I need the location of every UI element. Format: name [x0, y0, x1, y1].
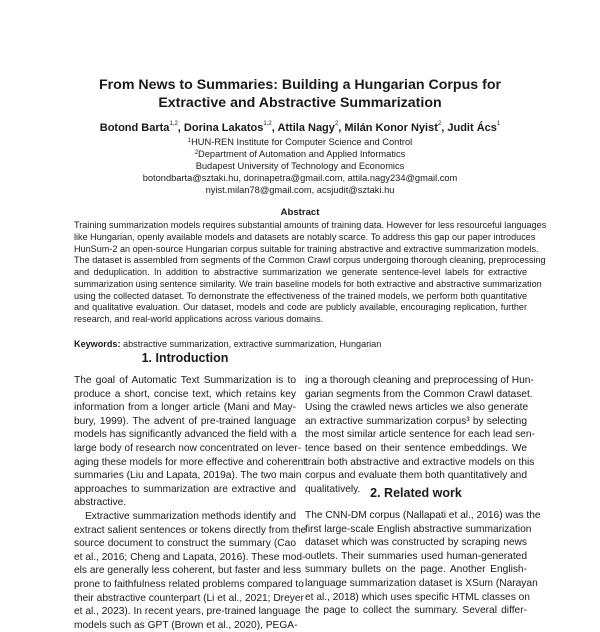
author-affiliation-mark: 2: [437, 121, 442, 127]
text-line: outlets. Their summaries used human-generated: [305, 550, 527, 562]
text-line: dataset which was constructed by scraping news: [305, 537, 527, 549]
text-line: Training summarization models requires substantial amounts of training data. However for less resourceful languages: [74, 220, 547, 230]
text-line: first large-scale English abstractive summarization: [305, 523, 532, 535]
keywords-text: abstractive summarization, extractive summarization, Hungarian: [120, 339, 382, 349]
text-line: using the collected dataset. To demonstrate the effectiveness of the trained models, we perform both quantitative: [74, 290, 528, 301]
text-line: approaches to summarization are extractive and: [74, 483, 296, 495]
abstract-body: [74, 220, 547, 326]
text-line: summarization using sentence similarity. We train baseline models for both extractive and abstractive summarization: [74, 278, 542, 289]
affiliation-2: [0, 148, 600, 160]
text-line: information from a longer article (Mani and May-: [74, 402, 296, 414]
keywords-label: Keywords:: [74, 339, 121, 349]
text-line: The goal of Automatic Text Summarization is to: [74, 375, 296, 386]
text-line: qualitatively.: [305, 483, 361, 495]
text-line: research, and real-world applications across various domains.: [74, 314, 324, 324]
text-line: large body of research now concentrated on lever-: [74, 442, 302, 454]
text-line: corpus and evaluate them both quantitatively and: [305, 470, 528, 482]
text-line: their abstractive counterpart (Li et al., 2021; Dreyer: [74, 592, 304, 604]
paper-title-line-1: From News to Summaries: Building a Hungarian Corpus for: [98, 77, 502, 93]
text-line: and qualitative evaluation. Our dataset, models and code are publicly available, encouraging replication, further: [74, 302, 527, 313]
author-emails-2: nyist.milan78@gmail.com, acsjudit@sztaki.hu: [205, 185, 395, 195]
text-line: els are generally less coherent, but faster and less: [74, 565, 302, 577]
author-affiliation-mark: 1: [496, 121, 501, 127]
text-line: summaries (Liu and Lapata, 2019a). The two main: [74, 470, 302, 482]
introduction-body: [74, 374, 307, 632]
affiliation-mark: 2: [194, 150, 199, 156]
text-line: The CNN-DM corpus (Nallapati et al., 2016) was the: [305, 510, 541, 521]
text-line: bury, 1999). The advent of pre-trained language: [74, 415, 296, 427]
author-name: Milán Konor Nyist: [344, 122, 438, 134]
author-affiliation-mark: 2: [334, 121, 339, 127]
keywords: [74, 339, 381, 349]
section-heading-related-work: 2. Related work: [370, 486, 462, 500]
affiliation-text: HUN-REN Institute for Computer Science and Control: [191, 137, 413, 147]
text-line: language summarization dataset is XSum (Narayan: [305, 577, 538, 589]
author-affiliation-mark: 1,2: [169, 121, 178, 127]
author-emails-1: botondbarta@sztaki.hu, dorinapetra@gmail.com, attila.nagy234@gmail.com: [142, 173, 458, 183]
affiliation-text: Department of Automation and Applied Informatics: [198, 149, 406, 159]
introduction-continued: [305, 374, 535, 496]
text-line: extract salient sentences or tokens directly from the: [74, 524, 307, 536]
affiliation-mark: 1: [187, 138, 192, 144]
text-line: ing a thorough cleaning and preprocessing of Hun-: [305, 375, 534, 386]
text-line: models has significantly advanced the field with a: [74, 429, 297, 441]
text-line: produce a short, concise text, which retains key: [74, 388, 296, 400]
text-line: tence based on their sentence embeddings. We: [305, 442, 527, 454]
text-line: HunSum-2 an open-source Hungarian corpus suitable for training abstractive and extractive summarization models.: [74, 243, 539, 254]
text-line: and deduplication. In addition to abstractive summarization we generate sentence-level labels for extractive: [74, 267, 527, 277]
text-line: et al., 2018) which uses specific HTML classes on: [305, 591, 530, 603]
text-line: garian segments from the Common Crawl dataset.: [305, 388, 533, 400]
author-name: Botond Barta: [99, 122, 170, 134]
text-line: source document to construct the summary (Cao: [74, 538, 296, 550]
author-name: Attila Nagy: [277, 122, 335, 134]
author-name: Dorina Lakatos: [183, 122, 264, 134]
text-line: the most similar article sentence for each lead sen-: [305, 429, 535, 441]
text-line: Using the crawled news articles we also generate: [305, 402, 529, 414]
affiliation-1: [0, 136, 600, 148]
paper-title-line-2: Extractive and Abstractive Summarization: [158, 95, 442, 111]
author-affiliation-mark: 1,2: [263, 121, 272, 127]
text-line: models such as GPT (Brown et al., 2020), PEGA-: [74, 619, 298, 631]
text-line: an extractive summarization corpus³ by selecting: [305, 415, 527, 427]
text-line: summary bullets on the page. Another English-: [305, 564, 527, 576]
text-line: aging these models for more effective and coherent: [74, 456, 306, 468]
text-line: like Hungarian, openly available models and datasets are notably scarce. To address this gap our paper introduces: [74, 231, 536, 242]
author-list: Botond Barta$^{1,2}$, Dorina Lakatos$^{1,2}$, Attila Nagy$^2$, Milán Konor Nyist$^2$, Judit Ács$^1$: [99, 121, 501, 134]
text-line: train both abstractive and extractive models on this: [305, 456, 535, 468]
abstract-heading: Abstract: [280, 207, 320, 218]
text-line: et al., 2023). In recent years, pre-trained language: [74, 606, 301, 618]
author-name: Judit Ács: [447, 122, 497, 134]
section-heading-introduction: 1. Introduction: [141, 351, 229, 365]
affiliation-3: Budapest University of Technology and Economics: [195, 161, 405, 171]
text-line: the page to collect the summary. Several differ-: [305, 605, 527, 617]
text-line: et al., 2016; Cheng and Lapata, 2016). These mod-: [74, 551, 306, 563]
text-line: Extractive summarization methods identify and: [85, 510, 296, 522]
text-line: The dataset is assembled from segments of the Common Crawl corpus undergoing thorough cleaning, preprocessing: [74, 255, 546, 266]
text-line: prone to faithfulness related problems compared to: [74, 578, 304, 590]
related-work-body: [305, 509, 541, 618]
text-line: abstractive.: [74, 497, 127, 509]
